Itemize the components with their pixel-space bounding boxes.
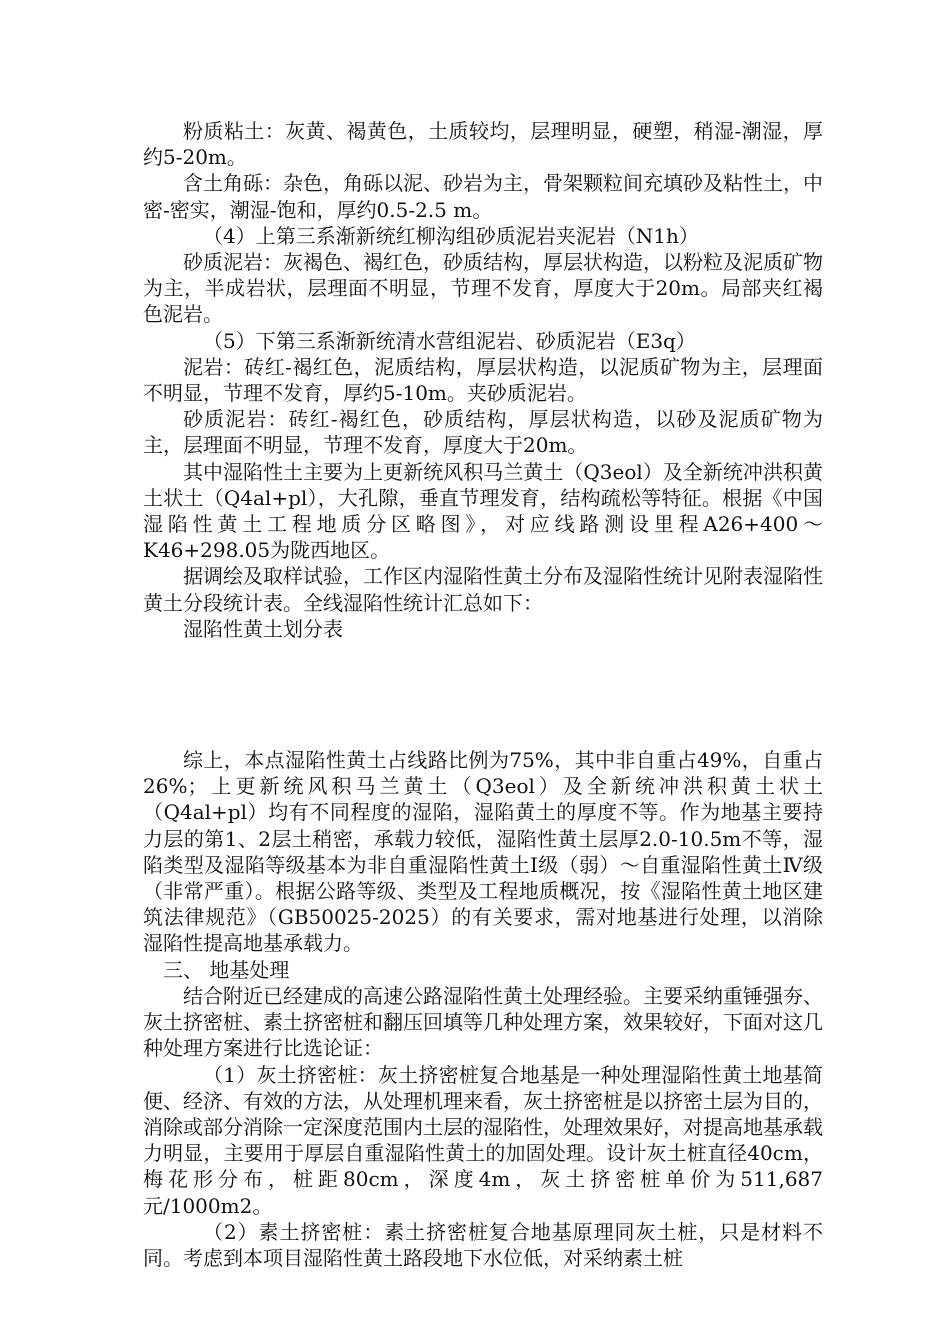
paragraph-silty-clay: 粉质粘土：灰黄、褐黄色，土质较均，层理明显，硬塑，稍湿-潮湿，厚约5-20m。 — [143, 119, 823, 170]
table-caption: 湿陷性黄土划分表 — [183, 616, 343, 641]
paragraph-treatment-intro: 结合附近已经建成的高速公路湿陷性黄土处理经验。主要采纳重锤强夯、灰土挤密桩、素土挤密桩和翻压回填等几种处理方案，效果较好，下面对这几种处理方案进行比选论证： — [143, 983, 823, 1061]
paragraph-summary: 综上，本点湿陷性黄土占线路比例为75%，其中非自重占49%，自重占26%；上更新统风积马兰黄土（Q3eol）及全新统冲洪积黄土状土（Q4al+pl）均有不同程度的湿陷，湿陷黄土的厚度不等。作为地基主要持力层的第1、2层土稍密，承载力较低，湿陷性黄土层厚2.0-10.5m不等，湿陷类型及湿陷等级基本为非自重湿陷性黄土Ⅰ级（弱）～自重湿陷性黄土Ⅳ级（非常严重）。根据公路等级、类型及工程地质概况，按《湿陷性黄土地区建筑法律规范》（GB50025-2025）的有关要求，需对地基进行处理，以消除湿陷性提高地基承载力。 — [143, 748, 823, 956]
paragraph-mudstone-e3q: 泥岩：砖红-褐红色，泥质结构，厚层状构造，以泥质矿物为主，层理面不明显，节理不发育，厚约5-10m。夹砂质泥岩。 — [143, 354, 823, 406]
table-placeholder-gap — [143, 642, 823, 747]
section-heading-foundation-treatment: 三、 地基处理 — [163, 957, 290, 982]
heading-n1h-formation: （4）上第三系渐新统红柳沟组砂质泥岩夹泥岩（N1h） — [203, 223, 699, 248]
paragraph-angular-gravel: 含土角砾：杂色，角砾以泥、砂岩为主，骨架颗粒间充填砂及粘性土，中密-密实，潮湿-饱和，厚约0.5-2.5 m。 — [143, 171, 823, 222]
paragraph-plain-soil-pile: （2）素土挤密桩：素土挤密桩复合地基原理同灰土桩，只是材料不同。考虑到本项目湿陷性黄土路段地下水位低，对采纳素土桩 — [143, 1219, 823, 1270]
paragraph-sandy-mudstone-e3q: 砂质泥岩：砖红-褐红色，砂质结构，厚层状构造，以砂及泥质矿物为主，层理面不明显，节理不发育，厚度大于20m。 — [143, 407, 823, 458]
document-body — [143, 118, 823, 1271]
paragraph-survey-statistics: 据调绘及取样试验，工作区内湿陷性黄土分布及湿陷性统计见附表湿陷性黄土分段统计表。全线湿陷性统计汇总如下： — [143, 564, 823, 615]
heading-e3q-formation: （5）下第三系渐新统清水营组泥岩、砂质泥岩（E3q） — [203, 328, 696, 353]
paragraph-lime-soil-pile: （1）灰土挤密桩：灰土挤密桩复合地基是一种处理湿陷性黄土地基简便、经济、有效的方法，从处理机理来看，灰土挤密桩是以挤密土层为目的，消除或部分消除一定深度范围内土层的湿陷性，处理效果好，对提高地基承载力明显，主要用于厚层自重湿陷性黄土的加固处理。设计灰土桩直径40cm，梅花形分布，桩距80cm，深度4m，灰土挤密桩单价为511,687元/1000m2。 — [143, 1062, 823, 1218]
paragraph-sandy-mudstone-n1h: 砂质泥岩：灰褐色、褐红色，砂质结构，厚层状构造，以粉粒及泥质矿物为主，半成岩状，层理面不明显，节理不发育，厚度大于20m。局部夹红褐色泥岩。 — [143, 250, 823, 327]
paragraph-collapsible-soil: 其中湿陷性土主要为上更新统风积马兰黄土（Q3eol）及全新统冲洪积黄土状土（Q4al+pl），大孔隙，垂直节理发育，结构疏松等特征。根据《中国湿陷性黄土工程地质分区略图》，对应线路测设里程A26+400～K46+298.05为陇西地区。 — [143, 459, 823, 563]
